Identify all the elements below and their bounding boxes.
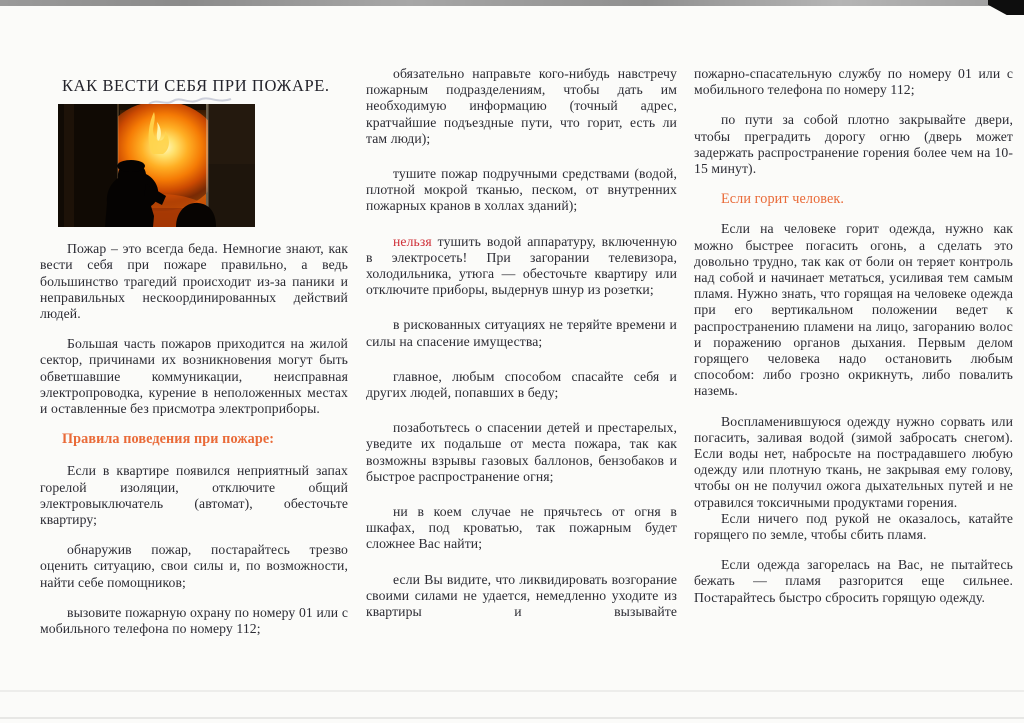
warning-word: нельзя xyxy=(393,233,432,249)
paragraph-leave-apartment: если Вы видите, что ликвидировать возгорание своими силами не удается, немедленно уходите из квартиры и вызывайте xyxy=(366,571,677,620)
paragraph-dont-hide: ни в коем случае не прячьтесь от огня в шкафах, под кроватью, так пожарным будет сложнее Вас найти; xyxy=(366,504,677,552)
paragraph-if-you-burn: Если одежда загорелась на Вас, не пытайтесь бежать — пламя разгорится еще сильнее. Постарайтесь быстро сбросить горящую одежду. xyxy=(694,557,1013,605)
page-title: КАК ВЕСТИ СЕБЯ ПРИ ПОЖАРЕ. xyxy=(62,76,330,95)
scan-corner-mark xyxy=(988,0,1024,15)
paragraph-close-doors: по пути за собой плотно закрывайте двери, чтобы преградить дорогу огню (дверь может задержать распространение горения более чем на 10-15 минут). xyxy=(694,112,1013,177)
paragraph-extinguish-means: тушите пожар подручными средствами (водой, плотной мокрой тканью, песком, от внутренних пожарных кранов в холлах зданий); xyxy=(366,166,677,214)
paragraph-save-people: главное, любым способом спасайте себя и других людей, попавших в беду; xyxy=(366,368,677,401)
paragraph-burning-clothes: Если на человеке горит одежда, нужно как можно быстрее погасить огонь, а сделать это довольно трудно, так как от боли он теряет контроль над собой и начинает метаться, усиливая тем самым пламя. Нужно знать, что горящая на человеке одежда при его вертикальном положении ведет к распространению пламени на лицо, загоранию волос и поражению органов дыхания. Первым делом горящего человека надо остановить любым способом: либо грозно окрикнуть, либо повалить наземь. xyxy=(694,221,1013,399)
section-heading-rules: Правила поведения при пожаре: xyxy=(62,431,275,448)
paragraph-rule-assess: обнаружив пожар, постарайтесь трезво оценить ситуацию, свои силы и, по возможности, найти себе помощников; xyxy=(40,542,348,590)
paragraph-rule-call: вызовите пожарную охрану по номеру 01 или с мобильного телефона по номеру 112; xyxy=(40,604,348,637)
paragraph-children-elderly: позаботьтесь о спасении детей и престарелых, уведите их подальше от места пожара, так как возможны взрывы газовых баллонов, бензобаков и быстрое распространение огня; xyxy=(366,420,677,484)
burning-room-firefighter-image xyxy=(58,104,255,227)
fire-photo xyxy=(58,104,255,227)
paragraph-dont-save-property: в рискованных ситуациях не теряйте времени и силы на спасение имущества; xyxy=(366,317,677,349)
scan-streak-artifact xyxy=(0,690,1024,692)
paragraph-intro: Пожар – это всегда беда. Немногие знают, как вести себя при пожаре правильно, а ведь большинство трагедий происходит из-за паники и неправильных нескоординированных действий людей. xyxy=(40,241,348,322)
paragraph-causes: Большая часть пожаров приходится на жилой сектор, причинами их возникновения могут быть обветшавшие коммуникации, неисправная электропроводка, курение в неположенных местах и оставленные без присмотра электроприборы. xyxy=(40,336,348,417)
column-right xyxy=(694,66,1013,620)
paragraph-meet-firemen: обязательно направьте кого-нибудь навстречу пожарным подразделениям, чтобы дать им необходимую информацию (точный адрес, кратчайшие подъездные пути, что горит, есть ли там люди); xyxy=(366,66,677,146)
column-left xyxy=(40,78,348,651)
paragraph-smother-flames: Воспламенившуюся одежду нужно сорвать или погасить, заливая водой (зимой забросать снегом). Если воды нет, набросьте на пострадавшего любую одежду или плотную ткань, не закрывая ему голову, чтобы он не получил ожога дыхательных путей и не отравился токсичными продуктами горения. xyxy=(694,413,1013,510)
warning-continuation: тушить водой аппаратуру, включенную в электросеть! При загорании телевизора, холодильника, утюга — обесточьте квартиру или отключите приборы, выдернув шнур из розетки; xyxy=(366,233,677,298)
paragraph-call-rescue: пожарно-спасательную службу по номеру 01 или с мобильного телефона по номеру 112; xyxy=(694,66,1013,98)
paragraph-roll-on-ground: Если ничего под рукой не оказалось, катайте горящего по земле, чтобы сбить пламя. xyxy=(694,510,1013,543)
section-heading-person-on-fire: Если горит человек. xyxy=(721,191,845,208)
paragraph-no-water-on-electrics xyxy=(366,234,677,299)
scan-top-edge-artifact xyxy=(0,0,1024,6)
scan-bottom-edge-artifact xyxy=(0,717,1024,719)
column-middle xyxy=(366,66,677,639)
paragraph-rule-smell: Если в квартире появился неприятный запах горелой изоляции, отключите общий электровыключатель (автомат), обесточьте квартиру; xyxy=(40,463,348,528)
